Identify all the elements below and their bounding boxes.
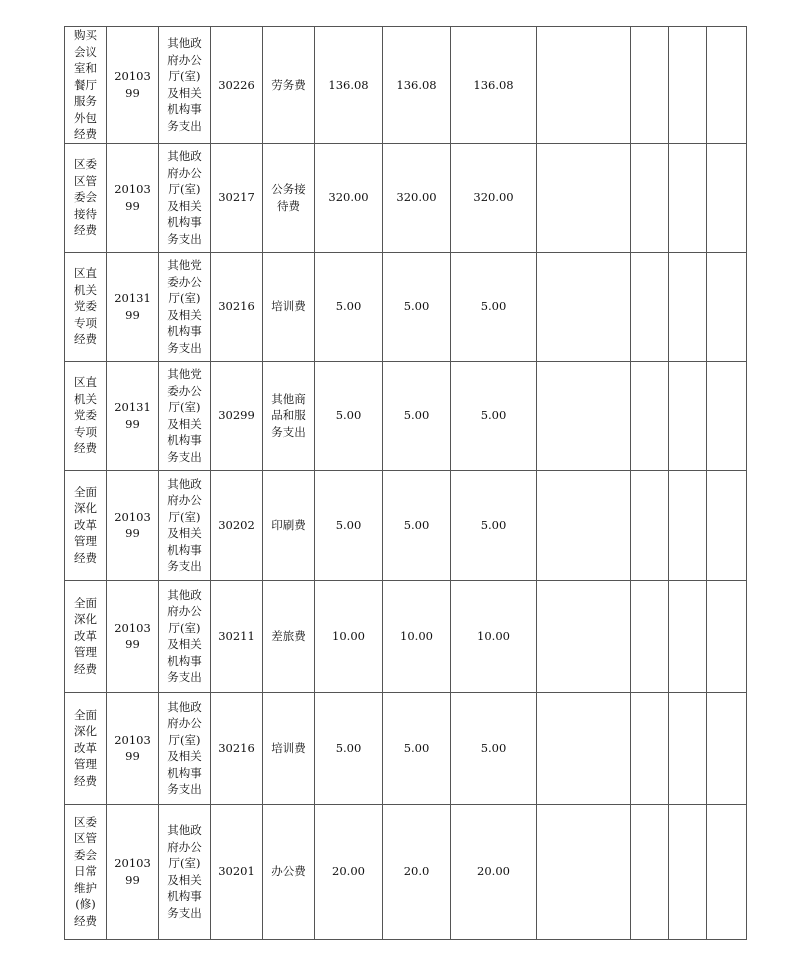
empty-cell <box>537 361 631 470</box>
empty-cell <box>669 804 707 939</box>
empty-cell <box>707 143 747 252</box>
function-category-text: 其他政府办公厅(室)及相关机构事务支出 <box>167 823 202 920</box>
function-category-cell <box>159 143 211 252</box>
total-amount-cell: 5.00 <box>315 252 383 361</box>
subtotal-amount-cell: 5.00 <box>383 252 451 361</box>
economic-name-text: 办公费 <box>271 864 306 879</box>
project-name-text: 全面深化改革管理经费 <box>74 707 97 788</box>
function-code-text: 2010399 <box>114 69 151 100</box>
table-row <box>65 580 747 692</box>
function-code-text: 2010399 <box>114 856 151 887</box>
function-code-text: 2010399 <box>114 182 151 213</box>
function-category-text: 其他政府办公厅(室)及相关机构事务支出 <box>167 476 202 573</box>
economic-name-text: 培训费 <box>271 740 306 755</box>
economic-name-text: 印刷费 <box>271 517 306 532</box>
project-name-text: 区委区管委会接待经费 <box>74 157 97 238</box>
empty-cell <box>707 361 747 470</box>
empty-cell <box>537 470 631 580</box>
total-amount-cell: 320.00 <box>315 143 383 252</box>
economic-code-cell: 30217 <box>211 143 263 252</box>
empty-cell <box>707 804 747 939</box>
table-row <box>65 252 747 361</box>
project-name-cell <box>65 692 107 804</box>
economic-name-text: 公务接待费 <box>271 182 306 213</box>
empty-cell <box>631 580 669 692</box>
project-name-cell <box>65 804 107 939</box>
basic-amount-cell: 5.00 <box>451 470 537 580</box>
basic-amount-cell: 136.08 <box>451 27 537 144</box>
economic-name-cell <box>263 27 315 144</box>
empty-cell <box>631 692 669 804</box>
empty-cell <box>669 252 707 361</box>
economic-name-text: 培训费 <box>271 299 306 314</box>
function-category-cell <box>159 27 211 144</box>
empty-cell <box>707 580 747 692</box>
empty-cell <box>537 692 631 804</box>
economic-code-cell: 30216 <box>211 252 263 361</box>
subtotal-amount-cell: 320.00 <box>383 143 451 252</box>
economic-name-cell <box>263 580 315 692</box>
function-code-cell <box>107 692 159 804</box>
function-code-text: 2013199 <box>114 291 151 322</box>
project-name-cell <box>65 470 107 580</box>
economic-name-text: 其他商品和服务支出 <box>271 391 306 439</box>
empty-cell <box>537 580 631 692</box>
function-code-cell <box>107 252 159 361</box>
table-row <box>65 143 747 252</box>
function-category-text: 其他政府办公厅(室)及相关机构事务支出 <box>167 36 202 133</box>
empty-cell <box>537 27 631 144</box>
economic-code-cell: 30299 <box>211 361 263 470</box>
economic-name-cell <box>263 692 315 804</box>
empty-cell <box>707 470 747 580</box>
function-category-cell <box>159 470 211 580</box>
table-row <box>65 27 747 144</box>
function-category-cell <box>159 252 211 361</box>
empty-cell <box>537 143 631 252</box>
economic-name-text: 劳务费 <box>271 77 306 92</box>
empty-cell <box>631 361 669 470</box>
subtotal-amount-cell: 10.00 <box>383 580 451 692</box>
empty-cell <box>631 470 669 580</box>
basic-amount-cell: 10.00 <box>451 580 537 692</box>
economic-name-cell <box>263 361 315 470</box>
empty-cell <box>537 804 631 939</box>
function-code-cell <box>107 470 159 580</box>
subtotal-amount-cell: 20.0 <box>383 804 451 939</box>
subtotal-amount-cell: 5.00 <box>383 470 451 580</box>
function-code-cell <box>107 804 159 939</box>
function-category-cell <box>159 361 211 470</box>
empty-cell <box>669 143 707 252</box>
empty-cell <box>669 361 707 470</box>
subtotal-amount-cell: 136.08 <box>383 27 451 144</box>
empty-cell <box>631 143 669 252</box>
economic-code-cell: 30202 <box>211 470 263 580</box>
economic-name-cell <box>263 470 315 580</box>
total-amount-cell: 20.00 <box>315 804 383 939</box>
project-name-cell <box>65 361 107 470</box>
total-amount-cell: 5.00 <box>315 361 383 470</box>
empty-cell <box>669 580 707 692</box>
function-category-text: 其他政府办公厅(室)及相关机构事务支出 <box>167 587 202 684</box>
project-name-text: 区直机关党委专项经费 <box>74 266 97 347</box>
empty-cell <box>669 470 707 580</box>
function-code-cell <box>107 27 159 144</box>
empty-cell <box>669 692 707 804</box>
economic-code-cell: 30226 <box>211 27 263 144</box>
function-category-text: 其他政府办公厅(室)及相关机构事务支出 <box>167 149 202 246</box>
function-category-text: 其他政府办公厅(室)及相关机构事务支出 <box>167 699 202 796</box>
total-amount-cell: 10.00 <box>315 580 383 692</box>
economic-code-cell: 30201 <box>211 804 263 939</box>
project-name-cell <box>65 252 107 361</box>
economic-code-cell: 30216 <box>211 692 263 804</box>
function-code-text: 2010399 <box>114 732 151 763</box>
empty-cell <box>631 252 669 361</box>
subtotal-amount-cell: 5.00 <box>383 361 451 470</box>
empty-cell <box>631 27 669 144</box>
function-code-cell <box>107 361 159 470</box>
function-category-text: 其他党委办公厅(室)及相关机构事务支出 <box>167 258 202 355</box>
project-name-text: 区委区管委会日常维护(修)经费 <box>74 814 97 928</box>
function-category-text: 其他党委办公厅(室)及相关机构事务支出 <box>167 367 202 464</box>
economic-code-cell: 30211 <box>211 580 263 692</box>
basic-amount-cell: 5.00 <box>451 361 537 470</box>
total-amount-cell: 5.00 <box>315 692 383 804</box>
table-row <box>65 361 747 470</box>
table-row <box>65 804 747 939</box>
subtotal-amount-cell: 5.00 <box>383 692 451 804</box>
project-name-text: 全面深化改革管理经费 <box>74 595 97 676</box>
total-amount-cell: 5.00 <box>315 470 383 580</box>
project-name-cell <box>65 143 107 252</box>
function-code-cell <box>107 580 159 692</box>
project-name-cell <box>65 580 107 692</box>
empty-cell <box>707 692 747 804</box>
function-code-cell <box>107 143 159 252</box>
economic-name-cell <box>263 252 315 361</box>
empty-cell <box>669 27 707 144</box>
table-row <box>65 470 747 580</box>
budget-table <box>64 26 747 940</box>
basic-amount-cell: 5.00 <box>451 692 537 804</box>
basic-amount-cell: 5.00 <box>451 252 537 361</box>
empty-cell <box>631 804 669 939</box>
function-category-cell <box>159 692 211 804</box>
economic-name-text: 差旅费 <box>271 628 306 643</box>
function-code-text: 2010399 <box>114 509 151 540</box>
economic-name-cell <box>263 804 315 939</box>
project-name-text: 全面深化改革管理经费 <box>74 484 97 565</box>
project-name-text: 区直机关党委专项经费 <box>74 375 97 456</box>
economic-name-cell <box>263 143 315 252</box>
project-name-text: 购买会议室和餐厅服务外包经费 <box>74 28 97 141</box>
total-amount-cell: 136.08 <box>315 27 383 144</box>
basic-amount-cell: 320.00 <box>451 143 537 252</box>
function-category-cell <box>159 580 211 692</box>
empty-cell <box>707 252 747 361</box>
function-code-text: 2010399 <box>114 620 151 651</box>
empty-cell <box>707 27 747 144</box>
empty-cell <box>537 252 631 361</box>
function-code-text: 2013199 <box>114 400 151 431</box>
table-body <box>65 27 747 940</box>
table-row <box>65 692 747 804</box>
basic-amount-cell: 20.00 <box>451 804 537 939</box>
function-category-cell <box>159 804 211 939</box>
project-name-cell <box>65 27 107 144</box>
